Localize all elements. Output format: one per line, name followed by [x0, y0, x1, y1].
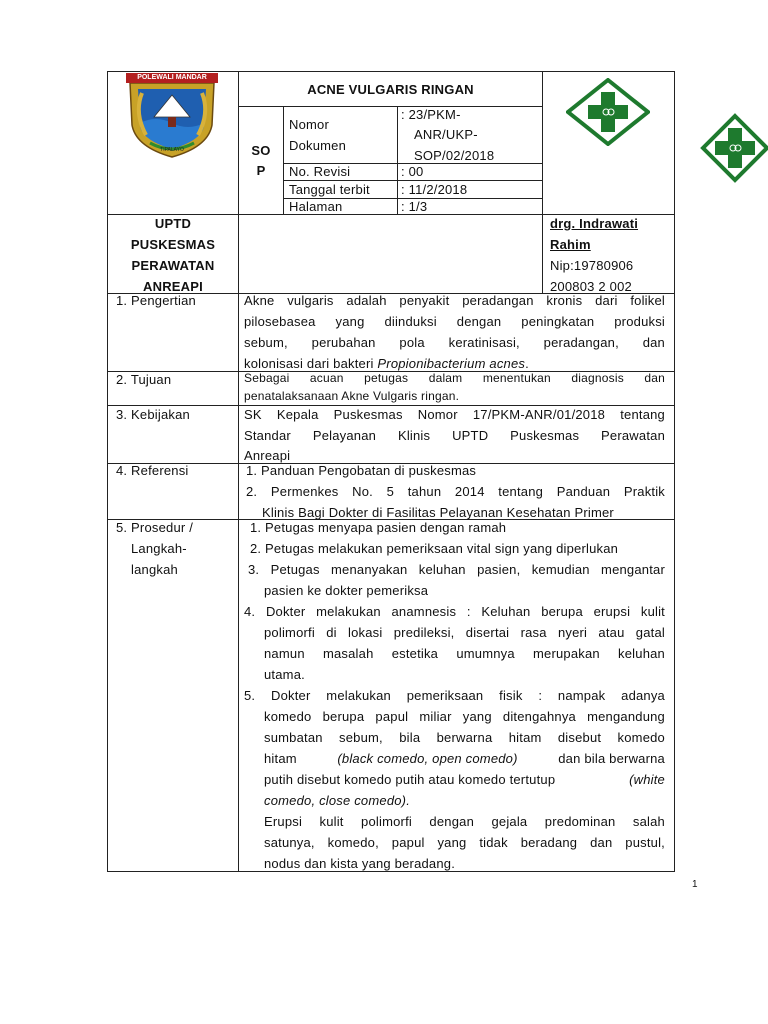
- pengertian-line-4-end: .: [525, 356, 529, 371]
- referensi-item-2-line-1: 2. Permenkes No. 5 tahun 2014 tentang Panduan Praktik: [246, 484, 665, 499]
- section-label-referensi: 4. Referensi: [116, 463, 189, 478]
- erupsi-line-1: Erupsi kulit polimorfi dengan gejala predominan salah: [264, 814, 665, 829]
- org-line-4: ANREAPI: [143, 279, 203, 294]
- erupsi-line-2: satunya, komedo, papul yang tidak beradang dan pustul,: [264, 835, 665, 850]
- signer-name-2: Rahim: [550, 237, 591, 252]
- field-value-nomor-1: : 23/PKM-: [401, 107, 461, 122]
- bacteria-name: Propionibacterium acnes: [377, 356, 526, 371]
- tujuan-line-2: penatalaksanaan Akne Vulgaris ringan.: [244, 389, 460, 403]
- field-value-nomor-3: SOP/02/2018: [414, 148, 495, 163]
- puskesmas-logo-margin: [697, 112, 768, 184]
- signer-nip-2: 200803 2 002: [550, 279, 632, 294]
- step-5-line-4-a: hitam: [264, 751, 301, 766]
- field-value-tanggal: : 11/2/2018: [401, 182, 468, 197]
- step-5-line-3: sumbatan sebum, bila berwarna hitam disebut komedo: [264, 730, 665, 745]
- org-line-3: PERAWATAN: [131, 258, 215, 273]
- step-3-line-2: pasien ke dokter pemeriksa: [264, 583, 429, 598]
- pengertian-line-1: Akne vulgaris adalah penyakit peradangan kronis dari folikel: [244, 293, 665, 308]
- tujuan-line-1: Sebagai acuan petugas dalam menentukan diagnosis dan: [244, 371, 665, 385]
- emblem-bottom-text: TIPALAYO: [160, 147, 184, 153]
- step-5-line-4-b: (black comedo, open comedo): [337, 751, 518, 766]
- document-title: ACNE VULGARIS RINGAN: [307, 82, 474, 97]
- step-2: 2. Petugas melakukan pemeriksaan vital sign yang diperlukan: [250, 541, 619, 556]
- step-4-line-2: polimorfi di lokasi predileksi, disertai rasa nyeri atau gatal: [264, 625, 665, 640]
- page-number: 1: [692, 879, 698, 890]
- signer-name-1: drg. Indrawati: [550, 216, 639, 231]
- table-border-top: [107, 71, 675, 72]
- referensi-item-2-line-2: Klinis Bagi Dokter di Fasilitas Pelayanan Kesehatan Primer: [262, 505, 614, 520]
- row-line-revisi: [283, 180, 543, 181]
- step-5-line-5-b: (white: [629, 772, 665, 787]
- kebijakan-line-2: Standar Pelayanan Klinis UPTD Puskesmas Perawatan: [244, 428, 665, 443]
- org-line-2: PUSKESMAS: [130, 237, 216, 252]
- section-label-prosedur-1: 5. Prosedur /: [116, 520, 194, 535]
- field-value-nomor-2: ANR/UKP-: [414, 127, 478, 142]
- field-label-nomor-1: Nomor: [289, 117, 330, 132]
- erupsi-line-3: nodus dan kista yang beradang.: [264, 856, 456, 871]
- step-5-line-6: comedo, close comedo).: [264, 793, 411, 808]
- step-5-line-5: [264, 772, 665, 788]
- col-divider-right-header: [542, 71, 543, 294]
- pengertian-line-4-text: kolonisasi dari bakteri: [244, 356, 378, 371]
- step-5-line-2: komedo berupa papul miliar yang ditengahnya mengandung: [264, 709, 665, 724]
- col-divider-left: [238, 71, 239, 872]
- field-label-tanggal: Tanggal terbit: [289, 182, 370, 197]
- field-value-halaman: : 1/3: [401, 199, 428, 214]
- referensi-item-1: 1. Panduan Pengobatan di puskesmas: [246, 463, 477, 478]
- row-line-title: [238, 106, 543, 107]
- row-line-header-bottom: [107, 214, 675, 215]
- step-5-line-4: [264, 751, 665, 767]
- step-5-line-1: 5. Dokter melakukan pemeriksaan fisik : nampak adanya: [244, 688, 665, 703]
- section-label-pengertian: 1. Pengertian: [116, 293, 196, 308]
- signer-nip-1: Nip:19780906: [550, 258, 634, 273]
- emblem-top-text: POLEWALI MANDAR: [137, 74, 207, 81]
- table-border-left: [107, 71, 108, 872]
- step-4-line-4: utama.: [264, 667, 305, 682]
- row-line-tujuan: [107, 405, 675, 406]
- section-label-tujuan: 2. Tujuan: [116, 372, 172, 387]
- step-4-line-3: namun masalah estetika umumnya merupakan keluhan: [264, 646, 665, 661]
- step-3-line-1: 3. Petugas menanyakan keluhan pasien, kemudian mengantar: [248, 562, 665, 577]
- field-value-revisi: : 00: [401, 164, 424, 179]
- table-border-right: [674, 71, 675, 872]
- puskesmas-logo-header: [566, 78, 650, 146]
- field-label-revisi: No. Revisi: [289, 164, 351, 179]
- step-5-line-5-a: putih disebut komedo putih atau komedo tertutup: [264, 772, 560, 787]
- section-label-prosedur-3: langkah: [131, 562, 178, 577]
- step-4-line-1: 4. Dokter melakukan anamnesis : Keluhan berupa erupsi kulit: [244, 604, 665, 619]
- field-label-halaman: Halaman: [289, 199, 343, 214]
- step-1: 1. Petugas menyapa pasien dengan ramah: [250, 520, 507, 535]
- sop-label-line2: P: [256, 163, 266, 178]
- section-label-kebijakan: 3. Kebijakan: [116, 407, 190, 422]
- field-label-nomor-2: Dokumen: [289, 138, 347, 153]
- kebijakan-line-1: SK Kepala Puskesmas Nomor 17/PKM-ANR/01/2018 tentang: [244, 407, 665, 422]
- section-label-prosedur-2: Langkah-: [131, 541, 187, 556]
- org-line-1: UPTD: [154, 216, 192, 231]
- pengertian-line-3: sebum, perubahan pola keratinisasi, peradangan, dan: [244, 335, 665, 350]
- regency-emblem: [124, 73, 220, 159]
- step-5-line-4-c: dan bila berwarna: [554, 751, 665, 766]
- pengertian-line-2: pilosebasea yang diinduksi dengan peningkatan produksi: [244, 314, 665, 329]
- sop-label-line1: SO: [251, 143, 271, 158]
- kebijakan-line-3: Anreapi: [244, 448, 291, 463]
